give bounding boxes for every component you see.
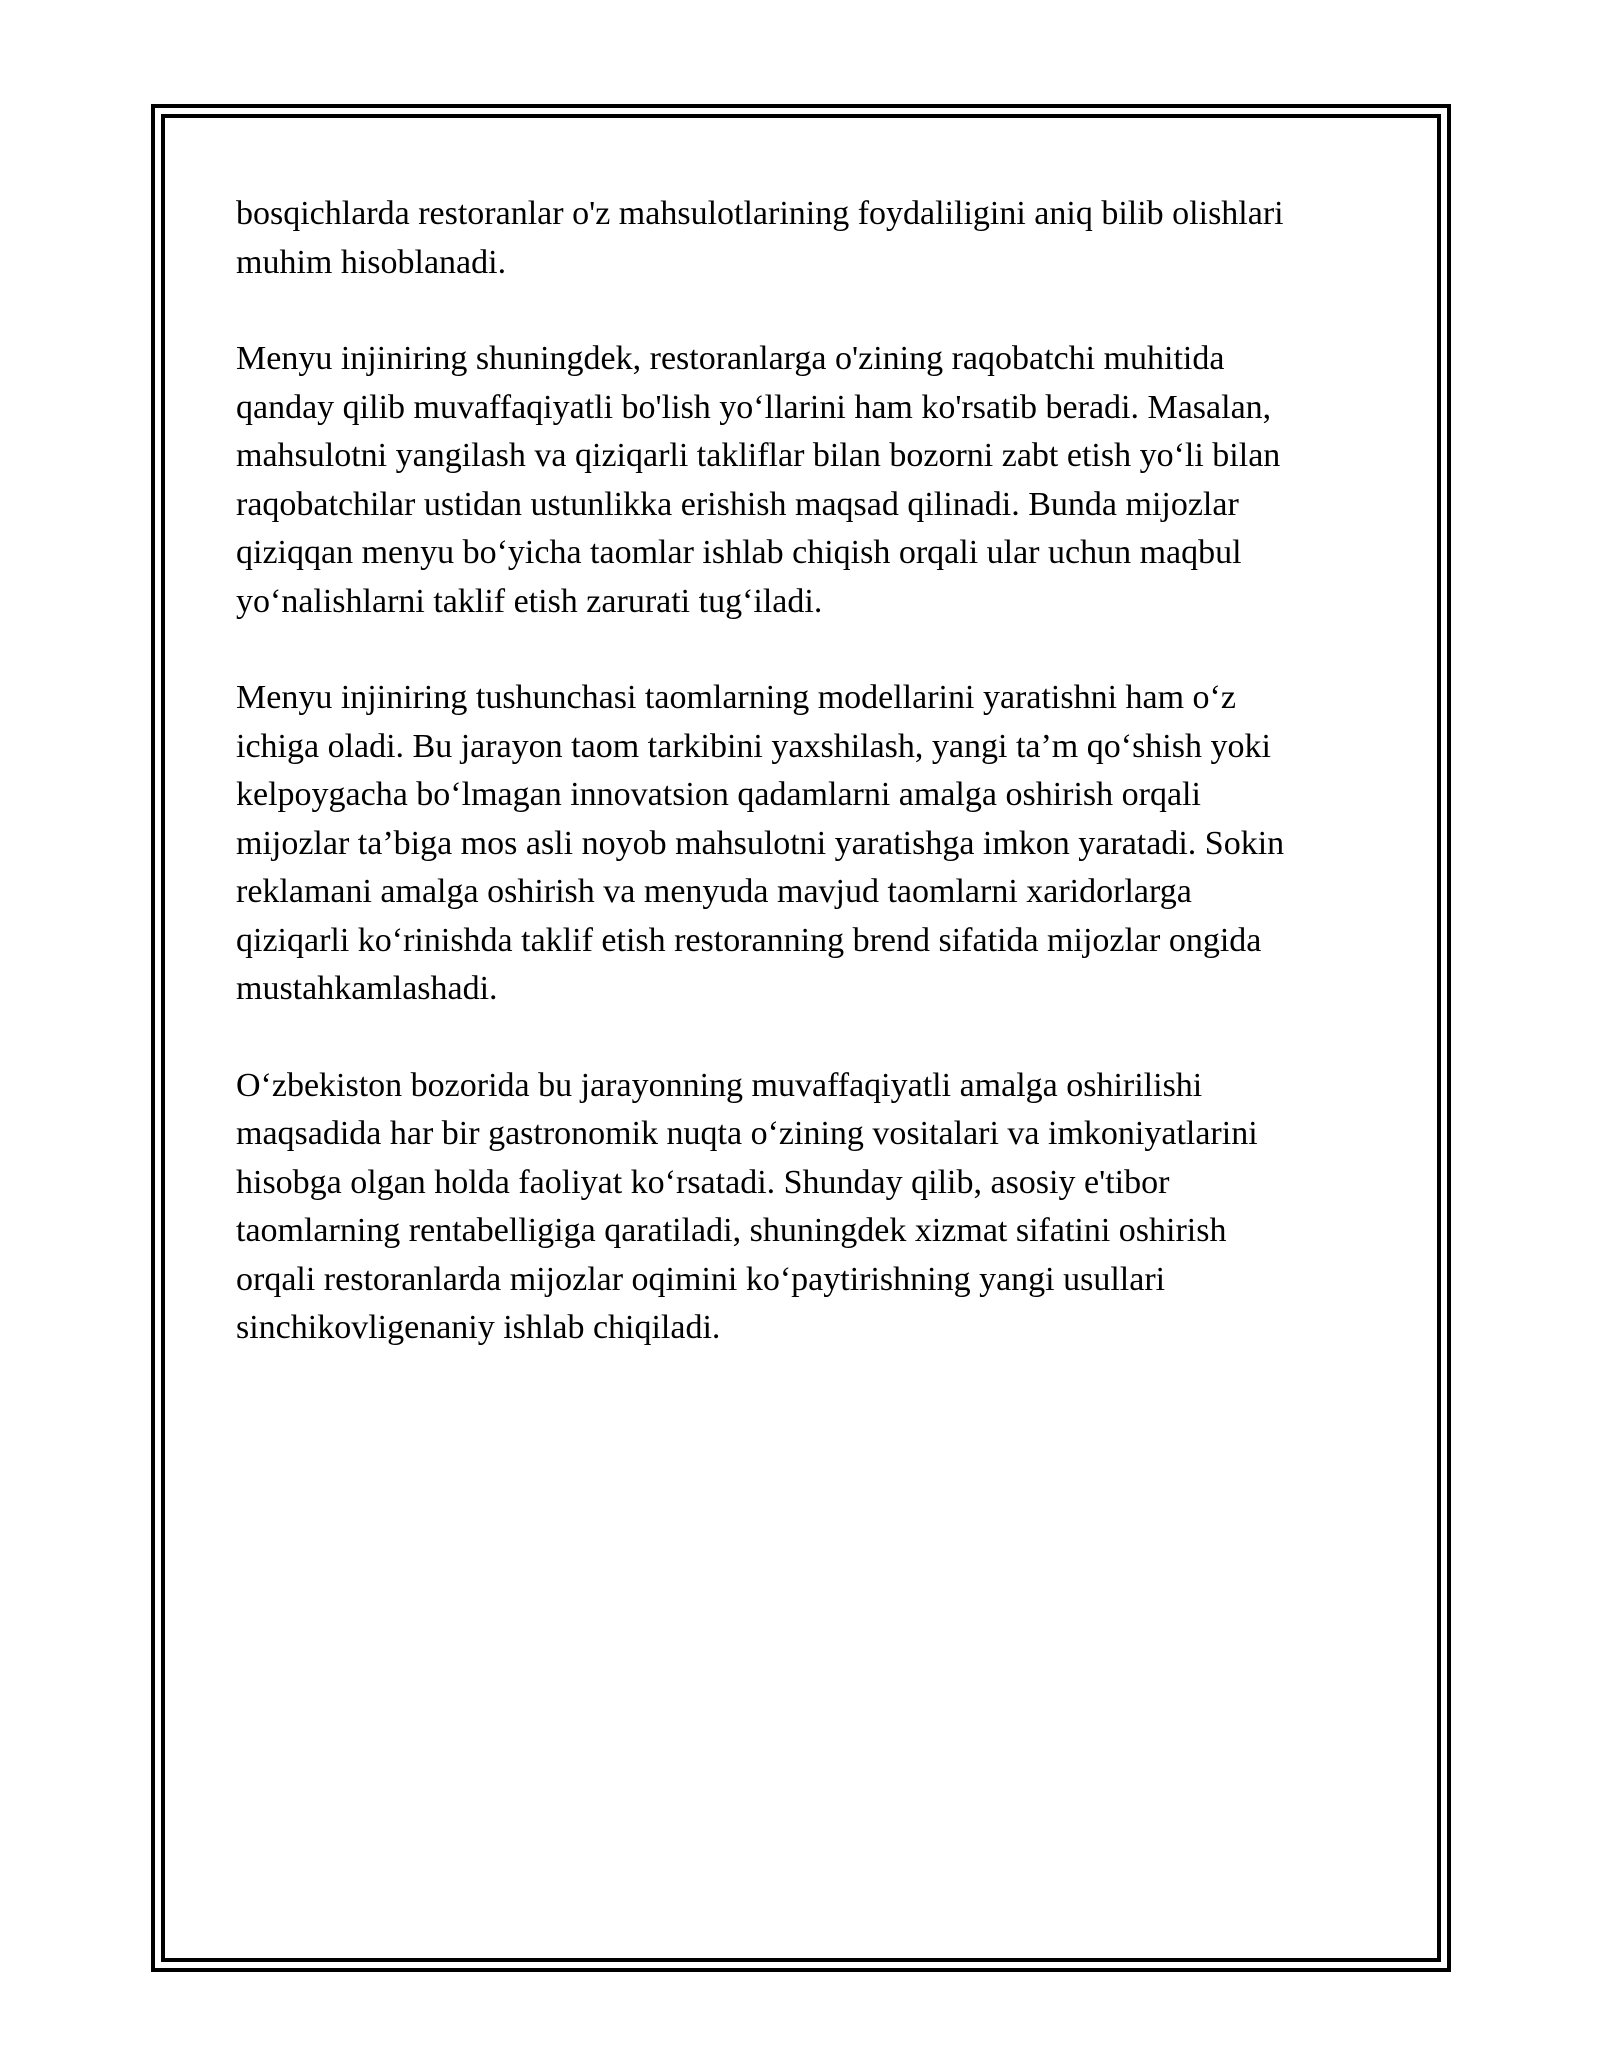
paragraph-2 (236, 335, 1376, 626)
text-line: mijozlar ta’biga mos asli noyob mahsulotni yaratishga imkon yaratadi. Sokin (236, 824, 1285, 862)
text-line: qanday qilib muvaffaqiyatli bo'lish yo‘llarini ham ko'rsatib beradi. Masalan, (236, 388, 1272, 426)
text-line: Menyu injiniring shuningdek, restoranlarga o'zining raqobatchi muhitida (236, 340, 1225, 377)
text-line: maqsadida har bir gastronomik nuqta o‘zining vositalari va imkoniyatlarini (236, 1115, 1258, 1152)
text-line: Menyu injiniring tushunchasi taomlarning modellarini yaratishni ham o‘z (236, 679, 1236, 716)
paragraph-4 (236, 1062, 1376, 1353)
text-line: taomlarning rentabelligiga qaratiladi, shuningdek xizmat sifatini oshirish (236, 1212, 1227, 1249)
text-line: kelpoygacha bo‘lmagan innovatsion qadamlarni amalga oshirish orqali (236, 776, 1201, 813)
text-line: qiziqarli ko‘rinishda taklif etish restoranning brend sifatida mijozlar ongida (236, 921, 1262, 959)
text-line: sinchikovligenaniy ishlab chiqiladi. (236, 1309, 721, 1346)
text-line: O‘zbekiston bozorida bu jarayonning muvaffaqiyatli amalga oshirilishi (236, 1066, 1203, 1104)
text-line: qiziqqan menyu bo‘yicha taomlar ishlab chiqish orqali ular uchun maqbul (236, 534, 1242, 571)
text-line: reklamani amalga oshirish va menyuda mavjud taomlarni xaridorlarga (236, 873, 1192, 910)
text-line: yo‘nalishlarni taklif etish zarurati tug‘iladi. (236, 582, 823, 620)
text-line: mustahkamlashadi. (236, 970, 498, 1007)
text-line: mahsulotni yangilash va qiziqarli takliflar bilan bozorni zabt etish yo‘li bilan (236, 437, 1281, 474)
paragraph-1 (236, 190, 1376, 287)
text-line: ichiga oladi. Bu jarayon taom tarkibini yaxshilash, yangi ta’m qo‘shish yoki (236, 727, 1271, 765)
text-line: hisobga olgan holda faoliyat ko‘rsatadi. Shunday qilib, asosiy e'tibor (236, 1163, 1170, 1201)
text-line: bosqichlarda restoranlar o'z mahsulotlarining foydaliligini aniq bilib olishlari (236, 195, 1284, 232)
document-body (236, 190, 1376, 1401)
text-line: muhim hisoblanadi. (236, 243, 507, 281)
text-line: orqali restoranlarda mijozlar oqimini ko‘paytirishning yangi usullari (236, 1260, 1166, 1298)
text-line: raqobatchilar ustidan ustunlikka erishish maqsad qilinadi. Bunda mijozlar (236, 485, 1239, 523)
paragraph-3 (236, 674, 1376, 1014)
